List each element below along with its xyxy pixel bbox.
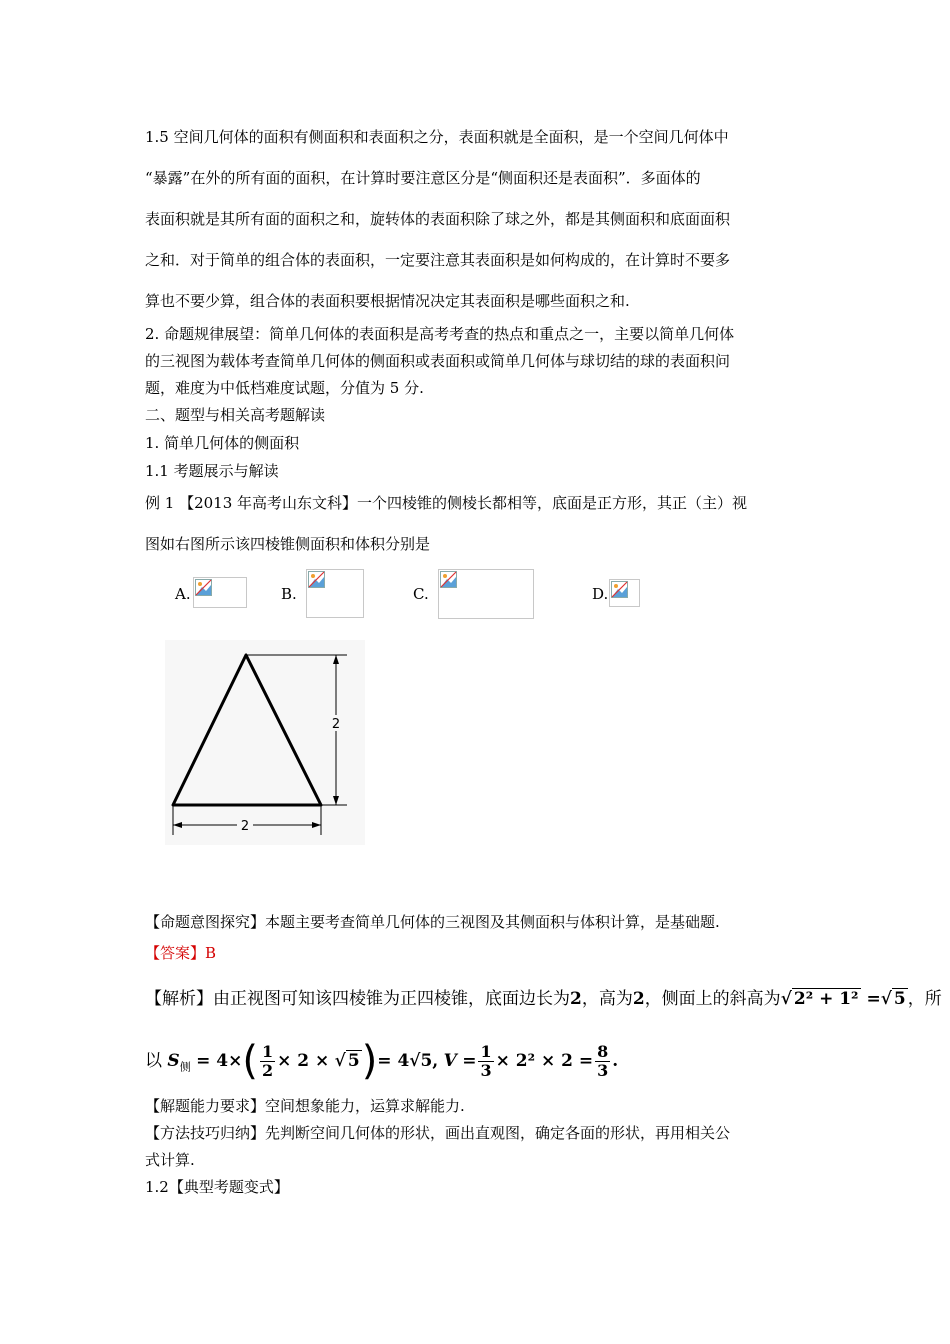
option-a-image (193, 577, 247, 608)
fraction-third: $\frac{1}{3}$ (480, 1041, 492, 1080)
analysis-text: 以 (145, 1051, 162, 1071)
answer-text: 【答案】B (145, 944, 217, 962)
paragraph-line: 2. 命题规律展望：简单几何体的表面积是高考考查的热点和重点之一，主要以简单几何体 (145, 325, 735, 343)
math-text: = 4√5, (377, 1051, 439, 1071)
analysis-text: ，所 (907, 989, 942, 1009)
broken-image-icon (440, 571, 457, 588)
paragraph-line: 的三视图为载体考查简单几何体的侧面积或表面积或简单几何体与球切结的球的表面积问 (145, 352, 731, 370)
period: . (612, 1051, 619, 1071)
front-view-figure (165, 640, 365, 845)
analysis-lead: 【解析】由正视图可知该四棱锥为正四棱锥，底面边长为 (145, 989, 570, 1009)
option-b-image (306, 569, 364, 618)
analysis-text: ，高为 (581, 989, 633, 1009)
fraction-half: $\frac{1}{2}$ (261, 1041, 274, 1080)
paragraph-line: 算也不要少算，组合体的表面积要根据情况决定其表面积是哪些面积之和. (145, 292, 630, 310)
intent-text: 【命题意图探究】本题主要考查简单几何体的三视图及其侧面积与体积计算，是基础题. (145, 913, 720, 931)
equals-sign: = (866, 989, 881, 1009)
v-label: V (443, 1051, 457, 1071)
example-text: 例 1 【2013 年高考山东文科】一个四棱锥的侧棱长都相等，底面是正方形，其正（主）视 (145, 494, 748, 512)
method-text: 式计算. (145, 1151, 195, 1169)
analysis-line-2: 以 $S_侧 = 4\times$( $\frac{1}{2}$ × 2 × √ 5)= 4√5, V = $\frac{1}{3}$ × 2² × 2 = $\frac{8}{3}$ . (145, 1038, 619, 1084)
equals-sign: = (462, 1051, 477, 1071)
sqrt-five: 5 (893, 989, 906, 1009)
math-text: = 4× (196, 1051, 243, 1071)
option-c-label: C. (413, 585, 429, 603)
ability-text: 【解题能力要求】空间想象能力，运算求解能力. (145, 1097, 465, 1115)
broken-image-icon (195, 579, 212, 596)
paragraph-line: 表面积就是其所有面的面积之和，旋转体的表面积除了球之外，都是其侧面积和底面面积 (145, 210, 731, 228)
option-c-image (438, 569, 534, 619)
section-heading: 1. 简单几何体的侧面积 (145, 434, 300, 452)
paragraph-line: 1.5 空间几何体的面积有侧面积和表面积之分，表面积就是全面积，是一个空间几何体中 (145, 128, 729, 146)
option-d-label: D. (592, 585, 609, 603)
sqrt-expression: 2² + 1² (793, 989, 859, 1009)
option-a-label: A. (175, 585, 191, 603)
option-d-image (609, 579, 640, 607)
example-text: 图如右图所示该四棱锥侧面积和体积分别是 (145, 535, 431, 553)
section-heading: 二、题型与相关高考题解读 (145, 406, 326, 424)
section-heading: 1.1 考题展示与解读 (145, 462, 279, 480)
paragraph-line: 之和．对于简单的组合体的表面积，一定要注意其表面积是如何构成的，在计算时不要多 (145, 251, 731, 269)
option-b-label: B. (281, 585, 297, 603)
variant-heading: 1.2【典型考题变式】 (145, 1178, 289, 1196)
s-label: S (167, 1051, 180, 1071)
math-text: × 2² × 2 = (495, 1051, 594, 1071)
method-text: 【方法技巧归纳】先判断空间几何体的形状，画出直观图，确定各面的形状，再用相关公 (145, 1124, 731, 1142)
paragraph-line: 题，难度为中低档难度试题，分值为 5 分. (145, 379, 424, 397)
height-label: 2 (331, 717, 341, 732)
analysis-text: ，侧面上的斜高为 (644, 989, 781, 1009)
math-value: 2 (570, 989, 582, 1009)
fraction-result: $\frac{8}{3}$ (597, 1041, 609, 1080)
math-text: × 2 × (277, 1051, 330, 1071)
s-subscript: 侧 (179, 1060, 191, 1074)
base-label: 2 (240, 819, 250, 834)
paragraph-line: “暴露”在外的所有面的面积，在计算时要注意区分是“侧面积还是表面积”．多面体的 (145, 169, 701, 187)
broken-image-icon (611, 581, 628, 598)
broken-image-icon (308, 571, 325, 588)
sqrt-five: 5 (347, 1051, 360, 1071)
math-value: 2 (632, 989, 645, 1009)
analysis-line-1: 【解析】由正视图可知该四棱锥为正四棱锥，底面边长为2，高为2，侧面上的斜高为√ 2² + 1² =√ 5 ，所 (145, 989, 942, 1009)
